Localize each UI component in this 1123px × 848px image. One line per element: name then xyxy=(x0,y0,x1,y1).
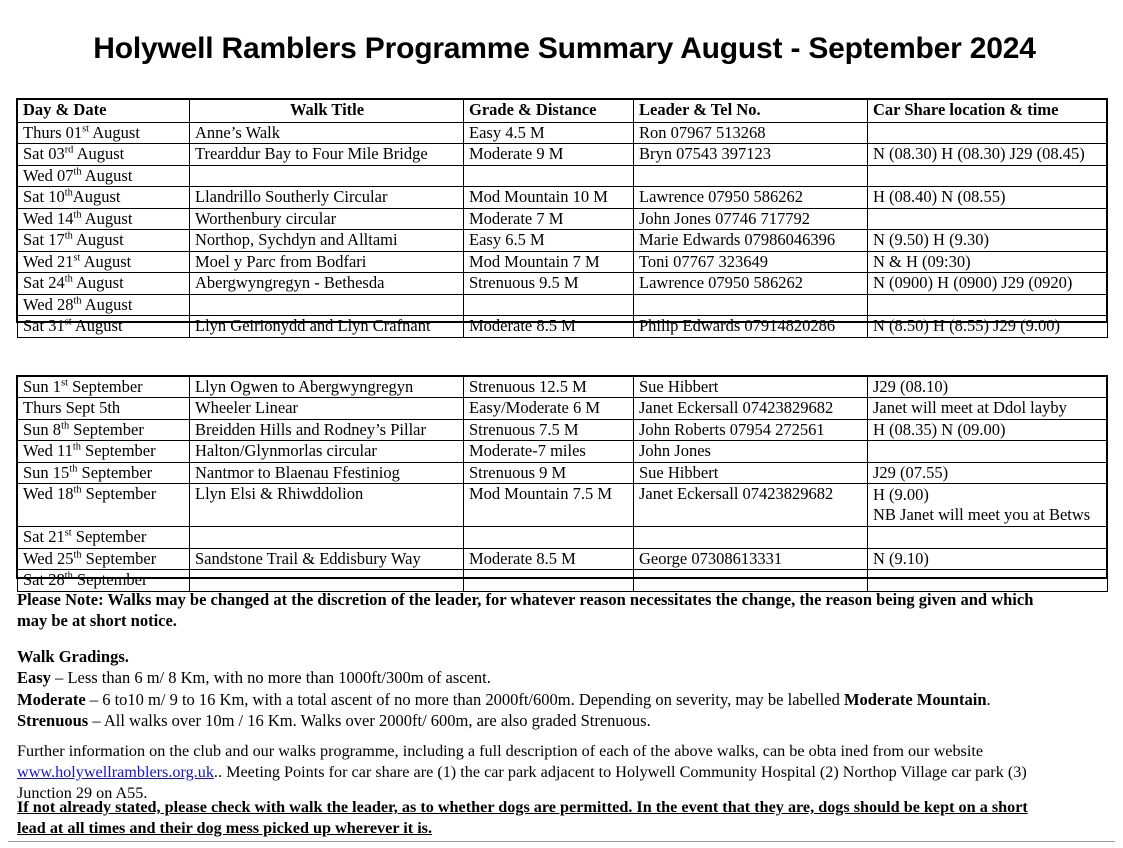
grading-term-easy: Easy xyxy=(17,668,51,688)
cell-leader-tel: John Jones xyxy=(634,441,868,462)
cell-leader-tel: Lawrence 07950 586262 xyxy=(634,187,868,208)
grading-desc-easy: – Less than 6 m/ 8 Km, with no more than 1000ft/300m of ascent. xyxy=(50,668,491,688)
table-row xyxy=(18,548,1108,569)
grading-desc-moderate-a: – 6 to10 m/ 9 to 16 Km, with a total ascent of no more than 2000ft/600m. Depending on severity, may be labelled xyxy=(85,689,844,709)
date-ordinal-suffix: th xyxy=(73,295,82,307)
cell-day-date: Sat 24th August xyxy=(18,273,190,294)
date-ordinal-suffix: th xyxy=(73,209,82,221)
cell-car-share xyxy=(868,527,1108,548)
please-note-line-1: Please Note: Walks may be changed at the discretion of the leader, for whatever reason necessitates the change, the reason being given and which xyxy=(17,590,1034,609)
cell-leader-tel: George 07308613331 xyxy=(634,548,868,569)
cell-walk-title: Northop, Sychdyn and Alltami xyxy=(190,230,464,251)
table-row xyxy=(18,377,1108,398)
cell-grade-distance: Easy 6.5 M xyxy=(464,230,634,251)
cell-day-date: Sun 1st September xyxy=(18,377,190,398)
cell-grade-distance: Moderate 8.5 M xyxy=(464,316,634,337)
cell-grade-distance: Mod Mountain 7.5 M xyxy=(464,484,634,527)
cell-car-share xyxy=(868,294,1108,315)
cell-walk-title: Llyn Elsi & Rhiwddolion xyxy=(190,484,464,527)
cell-walk-title: Worthenbury circular xyxy=(190,208,464,229)
further-info-line-2-text: .. Meeting Points for car share are (1) the car park adjacent to Holywell Community Hospital (2) Northop Village car park (3) xyxy=(213,763,1027,782)
col-header-grade-distance: Grade & Distance xyxy=(464,100,634,123)
cell-day-date: Thurs Sept 5th xyxy=(18,398,190,419)
date-ordinal-suffix: th xyxy=(61,420,70,432)
date-ordinal-suffix: st xyxy=(61,377,68,389)
col-header-day-date: Day & Date xyxy=(18,100,190,123)
cell-walk-title: Llandrillo Southerly Circular xyxy=(190,187,464,208)
date-ordinal-suffix: rd xyxy=(64,144,74,156)
cell-day-date: Wed 21st August xyxy=(18,251,190,272)
col-header-walk-title: Walk Title xyxy=(190,100,464,123)
table-row xyxy=(18,462,1108,483)
cell-leader-tel: Philip Edwards 07914820286 xyxy=(634,316,868,337)
cell-day-date: Sat 31st August xyxy=(18,316,190,337)
cell-car-share xyxy=(868,165,1108,186)
dogs-policy-notice xyxy=(17,797,1087,839)
table-row xyxy=(18,230,1108,251)
further-info-line-1: Further information on the club and our walks programme, including a full description of each of the above walks, can be obta ined from our website xyxy=(17,742,984,760)
cell-walk-title: Moel y Parc from Bodfari xyxy=(190,251,464,272)
cell-grade-distance xyxy=(464,527,634,548)
cell-leader-tel: Lawrence 07950 586262 xyxy=(634,273,868,294)
cell-car-share: J29 (07.55) xyxy=(868,462,1108,483)
table-row xyxy=(18,419,1108,440)
cell-grade-distance: Easy/Moderate 6 M xyxy=(464,398,634,419)
dogs-notice-line-1: If not already stated, please check with walk the leader, as to whether dogs are permitted. In the event that they are, dogs should be kept on a short xyxy=(17,798,1028,816)
cell-leader-tel: John Roberts 07954 272561 xyxy=(634,419,868,440)
cell-leader-tel: Sue Hibbert xyxy=(634,462,868,483)
date-ordinal-suffix: th xyxy=(69,463,78,475)
cell-day-date: Wed 28th August xyxy=(18,294,190,315)
date-ordinal-suffix: th xyxy=(73,166,82,178)
date-ordinal-suffix: th xyxy=(64,273,73,285)
cell-walk-title xyxy=(190,294,464,315)
august-walks-table xyxy=(17,99,1108,338)
cell-walk-title: Wheeler Linear xyxy=(190,398,464,419)
cell-car-share: Janet will meet at Ddol layby xyxy=(868,398,1108,419)
cell-car-share: N (08.30) H (08.30) J29 (08.45) xyxy=(868,144,1108,165)
cell-leader-tel: Ron 07967 513268 xyxy=(634,123,868,144)
further-information-block xyxy=(17,741,1092,804)
cell-day-date: Sun 8th September xyxy=(18,419,190,440)
grading-desc-strenuous: – All walks over 10m / 16 Km. Walks over 2000ft/ 600m, are also graded Strenuous. xyxy=(88,711,651,731)
table-row xyxy=(18,294,1108,315)
cell-walk-title: Llyn Ogwen to Abergwyngregyn xyxy=(190,377,464,398)
cell-grade-distance: Moderate 8.5 M xyxy=(464,548,634,569)
table-row xyxy=(18,484,1108,527)
walk-gradings-heading: Walk Gradings. xyxy=(17,647,129,666)
cell-day-date: Sat 21st September xyxy=(18,527,190,548)
cell-day-date: Sun 15th September xyxy=(18,462,190,483)
cell-walk-title: Trearddur Bay to Four Mile Bridge xyxy=(190,144,464,165)
further-info-line-3: Junction 29 on A55. xyxy=(17,784,148,803)
cell-car-share xyxy=(868,123,1108,144)
table-row xyxy=(18,441,1108,462)
cell-grade-distance: Mod Mountain 7 M xyxy=(464,251,634,272)
cell-day-date: Sat 10thAugust xyxy=(18,187,190,208)
date-ordinal-suffix: th xyxy=(73,549,82,561)
cell-car-share: N (0900) H (0900) J29 (0920) xyxy=(868,273,1108,294)
table-row xyxy=(18,123,1108,144)
cell-grade-distance: Moderate-7 miles xyxy=(464,441,634,462)
footer-divider xyxy=(8,841,1115,842)
cell-day-date: Wed 25th September xyxy=(18,548,190,569)
cell-day-date: Wed 11th September xyxy=(18,441,190,462)
cell-walk-title: Llyn Geirionydd and Llyn Crafnant xyxy=(190,316,464,337)
grading-moderate xyxy=(17,689,1097,710)
col-header-leader-tel: Leader & Tel No. xyxy=(634,100,868,123)
please-note-line-2: may be at short notice. xyxy=(17,611,177,631)
grading-term-moderate: Moderate xyxy=(17,689,86,709)
cell-day-date: Sat 03rd August xyxy=(18,144,190,165)
cell-day-date: Wed 18th September xyxy=(18,484,190,527)
table-row xyxy=(18,165,1108,186)
cell-car-share: N (8.50) H (8.55) J29 (9.00) xyxy=(868,316,1108,337)
cell-car-share: J29 (08.10) xyxy=(868,377,1108,398)
cell-walk-title: Nantmor to Blaenau Ffestiniog xyxy=(190,462,464,483)
grading-term-strenuous: Strenuous xyxy=(17,711,89,731)
cell-day-date: Sat 17th August xyxy=(18,230,190,251)
table-row xyxy=(18,527,1108,548)
cell-grade-distance: Strenuous 12.5 M xyxy=(464,377,634,398)
cell-walk-title: Anne’s Walk xyxy=(190,123,464,144)
table-row xyxy=(18,273,1108,294)
table-header-row xyxy=(18,100,1108,123)
table-row xyxy=(18,144,1108,165)
cell-grade-distance: Moderate 7 M xyxy=(464,208,634,229)
cell-leader-tel xyxy=(634,165,868,186)
cell-walk-title xyxy=(190,527,464,548)
date-ordinal-suffix: st xyxy=(82,123,90,135)
please-note-block xyxy=(17,589,1067,631)
cell-day-date: Wed 07th August xyxy=(18,165,190,186)
cell-grade-distance: Mod Mountain 10 M xyxy=(464,187,634,208)
cell-grade-distance: Easy 4.5 M xyxy=(464,123,634,144)
walk-gradings-block xyxy=(17,646,1097,732)
date-ordinal-suffix: th xyxy=(64,187,73,199)
cell-car-share: H (9.00) NB Janet will meet you at Betws xyxy=(868,484,1108,527)
date-ordinal-suffix: th xyxy=(64,570,73,582)
cell-leader-tel: Janet Eckersall 07423829682 xyxy=(634,484,868,527)
grading-desc-moderate-b: . xyxy=(986,689,991,709)
cell-leader-tel: Bryn 07543 397123 xyxy=(634,144,868,165)
cell-leader-tel: Marie Edwards 07986046396 xyxy=(634,230,868,251)
cell-leader-tel: John Jones 07746 717792 xyxy=(634,208,868,229)
date-ordinal-suffix: st xyxy=(73,252,81,264)
cell-car-share xyxy=(868,441,1108,462)
cell-leader-tel xyxy=(634,294,868,315)
cell-walk-title: Sandstone Trail & Eddisbury Way xyxy=(190,548,464,569)
date-ordinal-suffix: th xyxy=(73,484,82,496)
september-walks-table xyxy=(17,376,1108,592)
date-ordinal-suffix: st xyxy=(64,527,72,539)
table-row xyxy=(18,208,1108,229)
cell-car-share: N (9.50) H (9.30) xyxy=(868,230,1108,251)
grading-strenuous xyxy=(17,710,1097,731)
cell-car-share: H (08.40) N (08.55) xyxy=(868,187,1108,208)
cell-grade-distance: Strenuous 9.5 M xyxy=(464,273,634,294)
cell-walk-title: Abergwyngregyn - Bethesda xyxy=(190,273,464,294)
cell-day-date: Wed 14th August xyxy=(18,208,190,229)
dogs-notice-line-2: lead at all times and their dog mess picked up wherever it is. xyxy=(17,819,433,838)
cell-walk-title xyxy=(190,165,464,186)
col-header-car-share: Car Share location & time xyxy=(868,100,1108,123)
cell-leader-tel: Sue Hibbert xyxy=(634,377,868,398)
cell-car-share: N & H (09:30) xyxy=(868,251,1108,272)
cell-day-date: Thurs 01st August xyxy=(18,123,190,144)
cell-walk-title: Halton/Glynmorlas circular xyxy=(190,441,464,462)
cell-leader-tel: Janet Eckersall 07423829682 xyxy=(634,398,868,419)
cell-car-share: N (9.10) xyxy=(868,548,1108,569)
cell-walk-title: Breidden Hills and Rodney’s Pillar xyxy=(190,419,464,440)
cell-car-share xyxy=(868,208,1108,229)
date-ordinal-suffix: st xyxy=(64,316,72,328)
cell-grade-distance: Strenuous 7.5 M xyxy=(464,419,634,440)
grading-easy xyxy=(17,667,1097,688)
club-website-link[interactable]: www.holywellramblers.org.uk xyxy=(17,763,214,782)
cell-grade-distance xyxy=(464,165,634,186)
date-ordinal-suffix: th xyxy=(72,441,81,453)
cell-grade-distance: Strenuous 9 M xyxy=(464,462,634,483)
cell-grade-distance xyxy=(464,294,634,315)
table-row xyxy=(18,251,1108,272)
page-title: Holywell Ramblers Programme Summary August - September 2024 xyxy=(93,32,1036,65)
grading-emph-moderate-mountain: Moderate Mountain xyxy=(843,689,987,709)
cell-leader-tel xyxy=(634,527,868,548)
cell-grade-distance: Moderate 9 M xyxy=(464,144,634,165)
cell-day-date: Sat 28th September xyxy=(18,570,190,591)
further-info-line-2 xyxy=(17,762,1092,783)
date-ordinal-suffix: th xyxy=(64,230,73,242)
table-row xyxy=(18,187,1108,208)
table-row xyxy=(18,398,1108,419)
table-row xyxy=(18,316,1108,337)
cell-car-share: H (08.35) N (09.00) xyxy=(868,419,1108,440)
cell-leader-tel: Toni 07767 323649 xyxy=(634,251,868,272)
